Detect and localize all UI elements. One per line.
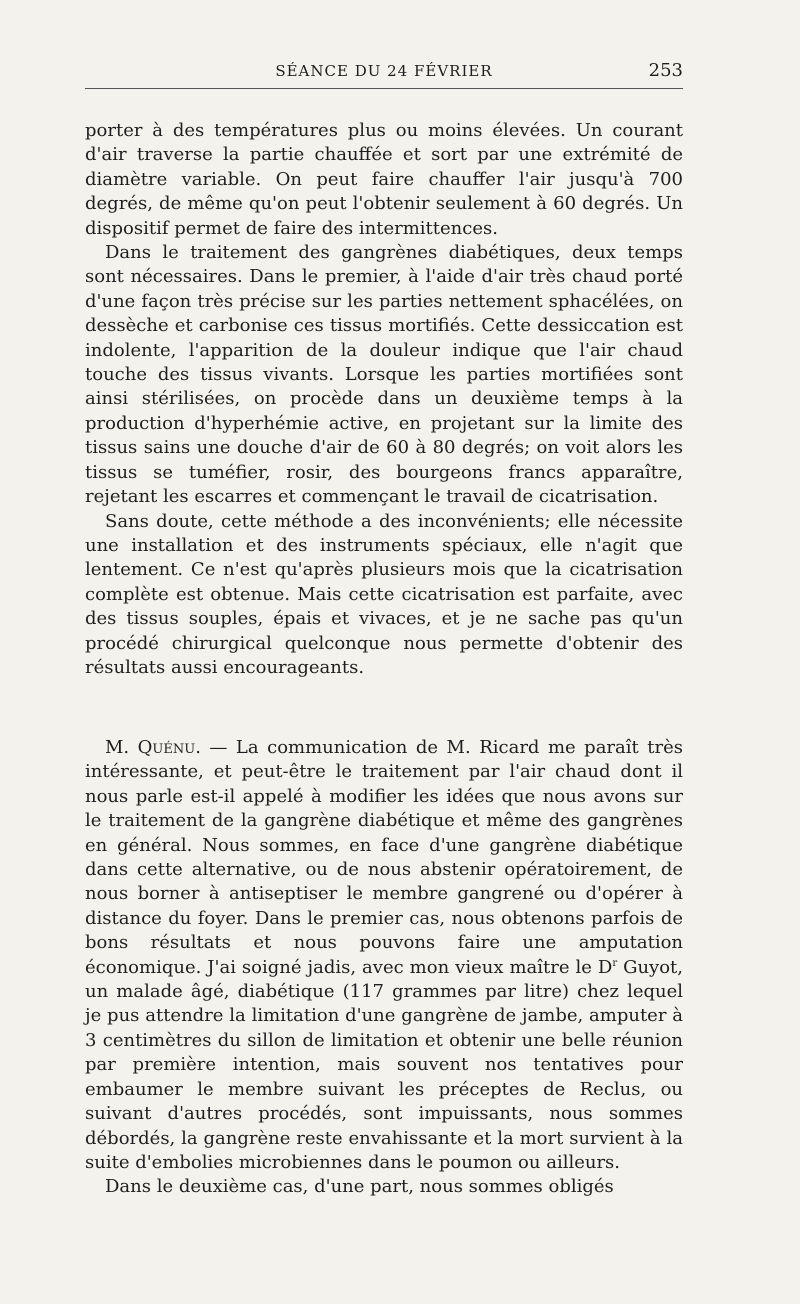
text-block-quenu [85,736,683,1200]
running-header [85,58,683,89]
paragraph-5: Dans le deuxième cas, d'une part, nous sommes obligés [105,1176,614,1198]
paragraph-2: Dans le traitement des gangrènes diabétiques, deux temps sont nécessaires. Dans le premier, à l'aide d'air très chaud porté d'une façon très précise sur les parties nettement sphacélées, on dessèche et carbonise ces tissus mortifiés. Cette dessiccation est indolente, l'apparition de la douleur indique que l'air chaud touche des tissus vivants. Lorsque les parties mortifiées sont ainsi stérilisées, on procède dans un deuxième temps à la production d'hyperhémie active, en projetant sur la limite des tissus sains une douche d'air de 60 à 80 degrés; on voit alors les tissus se tuméfier, rosir, des bourgeons francs apparaître, rejetant les escarres et commençant le travail de cicatrisation. [85,242,683,508]
speaker-name: M. Quénu. [105,737,201,758]
text-block-continuation [85,119,683,680]
paragraph-4-text-b: Guyot, un malade âgé, diabétique (117 grammes par litre) chez lequel je pus attendre la limitation d'une gangrène de jambe, amputer à 3 centimètres du sillon de limitation et obtenir une belle réunion par première intention, mais souvent nos tentatives pour embaumer le membre suivant les préceptes de Reclus, ou suivant d'autres procédés, sont impuissants, nous sommes débordés, la gangrène reste envahissante et la mort survient à la suite d'embolies microbiennes dans le poumon ou ailleurs. [85,956,684,1173]
paragraph-4-text-a: — La communication de M. Ricard me paraît très intéressante, et peut-être le traitement par l'air chaud dont il nous parle est-il appelé à modifier les idées que nous avons sur le traitement de la gangrène diabétique et même des gangrènes en général. Nous sommes, en face d'une gangrène diabétique dans cette alternative, ou de nous abstenir opératoirement, de nous borner à antiseptiser le membre gangrené ou d'opérer à distance du foyer. Dans le premier cas, nous obtenons parfois de bons résultats et nous pouvons faire une amputation économique. J'ai soigné jadis, avec mon vieux maître le D [85,737,683,978]
paragraph-3: Sans doute, cette méthode a des inconvénients; elle nécessite une installation et des instruments spéciaux, elle n'agit que lentement. Ce n'est qu'après plusieurs mois que la cicatrisation complète est obtenue. Mais cette cicatrisation est parfaite, avec des tissus souples, épais et vivaces, et je ne sache pas qu'un procédé chirurgical quelconque nous permette d'obtenir des résultats aussi encourageants. [85,510,683,678]
paragraph-1: porter à des températures plus ou moins élevées. Un courant d'air traverse la partie chauffée et sort par une extrémité de diamètre variable. On peut faire chauffer l'air jusqu'à 700 degrés, de même qu'on peut l'obtenir seulement à 60 degrés. Un dispositif permet de faire des intermittences. [85,120,683,239]
doctor-abbrev-superscript: r [612,957,618,969]
paragraph-4 [85,736,683,1175]
header-title: SÉANCE DU 24 FÉVRIER [275,62,493,80]
page-number: 253 [648,60,683,81]
